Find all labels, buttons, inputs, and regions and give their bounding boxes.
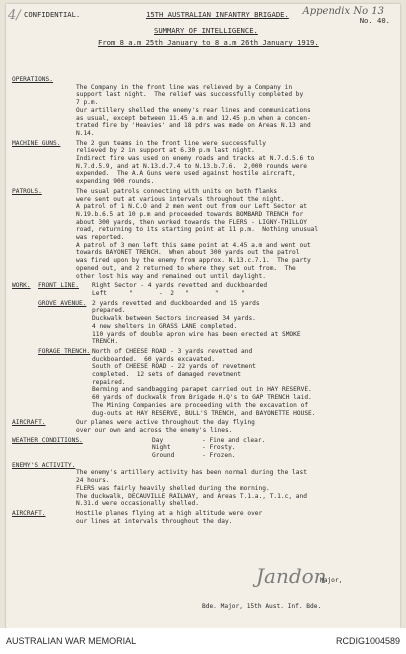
summary-title: SUMMARY OF INTELLIGENCE. [154, 26, 258, 35]
report-body [12, 76, 394, 527]
classification: CONFIDENTIAL. [24, 10, 81, 19]
operations-heading: OPERATIONS. [12, 76, 53, 83]
grove-avenue-text: 2 yards revetted and duckboarded and 15 yards prepared. Duckwalk between Sectors increased 34 yards. 4 new shelters in GRASS LANE completed. 110 yards of double apron wire has been erected at SMOKE TRENCH. [92, 299, 301, 346]
enemy-aircraft-section [12, 510, 394, 525]
handwritten-mark: 4/ [8, 8, 21, 23]
footer-archive-name: AUSTRALIAN WAR MEMORIAL [6, 636, 137, 646]
weather-condition: - Frosty. [202, 444, 236, 452]
appendix-label: Appendix No 13 [302, 6, 384, 17]
archive-footer [0, 628, 406, 654]
grove-avenue-heading: GROVE AVENUE. [38, 299, 87, 307]
work-section [12, 282, 394, 417]
document-page [6, 4, 400, 628]
aircraft-section [12, 419, 394, 434]
machine-guns-heading: MACHINE GUNS. [12, 139, 61, 147]
patrols-section [12, 188, 394, 280]
operations-section [12, 76, 394, 138]
weather-time: Night [152, 444, 171, 452]
footer-record-id: RCDIG1004589 [335, 636, 400, 646]
weather-heading: WEATHER CONDITIONS. [12, 436, 83, 444]
front-line-heading: FRONT LINE. [38, 282, 79, 290]
weather-time: Day [152, 436, 164, 444]
front-line-text: Right Sector - 4 yards revetted and duckboarded Left " - 2 " " " [92, 282, 268, 297]
forage-trench-text: North of CHEESE ROAD - 3 yards revetted and duckboarded. 60 yards excavated. South of CHEESE ROAD - 22 yards of revetment completed. 12 sets of damaged revetment repaired. Berming and sandbagging parapet carried out in HAY RESERVE. 60 yards of duckwalk from Brigade H.Q's to GAP TRENCH laid. The Mining Companies are proceeding with the excavation of dug-outs at HAY RESERVE, BULL'S TRENCH, and BAYONETTE HOUSE. [92, 347, 316, 417]
weather-condition: - Frozen. [202, 452, 236, 460]
enemy-aircraft-heading: AIRCRAFT. [12, 509, 46, 517]
forage-trench-heading: FORAGE TRENCH. [38, 347, 91, 355]
enemy-aircraft-text: Hostile planes flying at a high altitude were over our lines at intervals throughout the day. [76, 509, 263, 525]
summary-number: No. 40. [359, 16, 390, 25]
machine-guns-section [12, 140, 394, 186]
operations-text: The Company in the front line was relieved by a Company in support last night. The relief was successfully completed by 7 p.m. Our artillery shelled the enemy's rear lines and communications as usual, except between 11.45 a.m and 12.45 p.m when a concen- trated fire by 'Heavies' and 18 pdrs was made on Areas N.13 and N.14. [76, 83, 311, 137]
aircraft-text: Our planes were active throughout the day flying over our own and across the enemy's lines. [76, 419, 255, 434]
weather-section [12, 437, 394, 460]
brigade-name: 15TH AUSTRALIAN INFANTRY BRIGADE. [146, 10, 289, 19]
signature-image: Jandon [256, 564, 327, 588]
enemy-activity-heading: ENEMY'S ACTIVITY. [12, 461, 76, 469]
aircraft-heading: AIRCRAFT. [12, 419, 46, 427]
signature-role: Bde. Major, 15th Aust. Inf. Bde. [202, 603, 322, 610]
signature-rank: Major, [320, 577, 343, 584]
enemy-activity-section [12, 462, 394, 508]
machine-guns-text: The 2 gun teams in the front line were successfully relieved by 2 in support at 6.30 p.m last night. Indirect fire was used on enemy roads and tracks at N.7.d.5.6 to N.7.d.5.9, and at N.13.d.7.4 to N.13.b.7.6. 2,000 rounds were expended. The A.A Guns were used against hostile aircraft, expending 900 rounds. [76, 139, 315, 186]
patrols-heading: PATROLS. [12, 187, 42, 195]
patrols-text: The usual patrols connecting with units on both flanks were sent out at various intervals throughout the night. A patrol of 1 N.C.O and 2 men went out from our Left Sector at N.19.b.6.5 at 10 p.m and proceeded towards BOMBARD TRENCH for about 300 yards, then worked towards the FLERS - LIGNY-THILLOY road, returning to its starting point at 11 p.m. Nothing unusual was reported. A patrol of 3 men left this same point at 4.45 a.m and went out towards BAYONET TRENCH. When about 300 yards out the patrol was fired upon by the enemy from approx. N.13.c.7.1. The party opened out, and 2 returned to where they set out from. The other lost his way and remained out until daylight. [76, 187, 319, 280]
work-heading: WORK. [12, 282, 31, 290]
summary-period: From 8 a.m 25th January to 8 a.m 26th January 1919. [98, 38, 319, 47]
weather-table [152, 437, 394, 460]
weather-time: Ground [152, 452, 175, 460]
weather-condition: - Fine and clear. [202, 436, 266, 444]
enemy-activity-text: The enemy's artillery activity has been normal during the last 24 hours. FLERS was fairly heavily shelled during the morning. The duckwalk, DECAUVILLE RAILWAY, and Areas T.1.a., T.1.c, and N.31.d were occasionally shelled. [76, 469, 307, 508]
